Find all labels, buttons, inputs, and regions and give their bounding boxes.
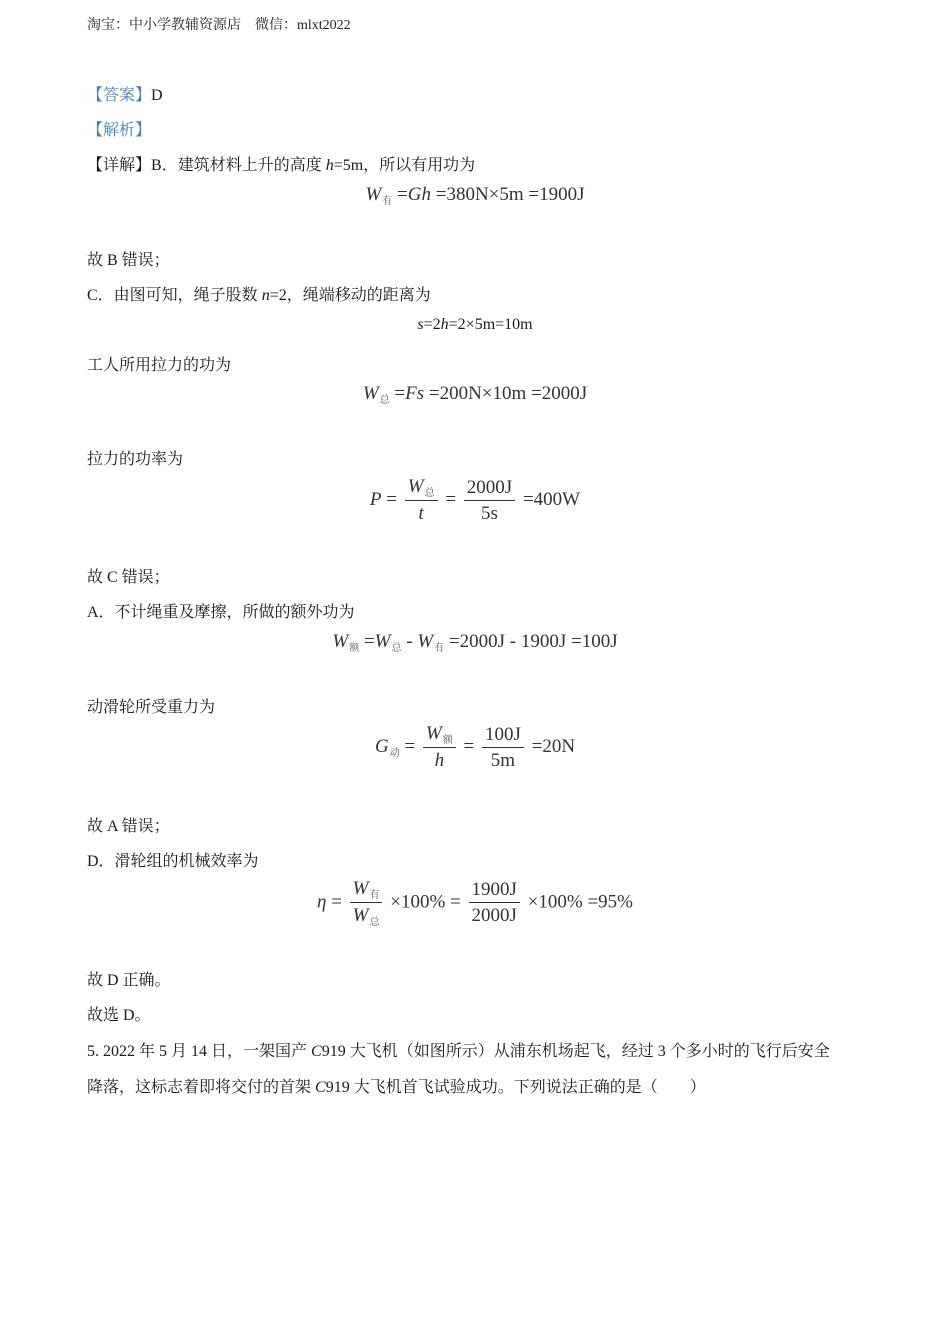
a-conclusion: 故 A 错误； [87, 818, 170, 835]
shop-name: 淘宝：中小学教辅资源店 [87, 18, 241, 33]
detail-b-line [87, 152, 475, 175]
eq6-frac-1 [350, 878, 383, 928]
c-text-2: =2，绳端移动的距离为 [269, 287, 431, 304]
q5-c: C [311, 1043, 322, 1060]
c-intro-line [87, 282, 431, 305]
page-header [87, 14, 351, 34]
detail-b-text: B．建筑材料上升的高度 [151, 157, 326, 174]
d-conclusion: 故 D 正确。 [87, 972, 171, 989]
eq5-num2: 100J [484, 723, 521, 745]
equation-distance [0, 316, 950, 334]
q5-text-d: 919 大飞机首飞试验成功。下列说法正确的是（ ） [325, 1079, 706, 1096]
eq6-eq: = [331, 891, 342, 913]
eq3-num-w: W [407, 476, 424, 497]
eq4-sub-you: 有 [434, 643, 445, 654]
pulley-text: 动滑轮所受重力为 [87, 699, 216, 716]
eq4-w: W [332, 631, 349, 652]
eq6-mul: ×100% = [390, 891, 461, 913]
eq3-eq: = [386, 488, 397, 510]
a-text: A．不计绳重及摩擦，所做的额外功为 [87, 604, 355, 621]
eq5-frac-2 [482, 724, 524, 772]
eq1-g: G [407, 184, 422, 205]
q5-text-a: 5. 2022 年 5 月 14 日，一架国产 [87, 1043, 312, 1060]
eq1-eq: = [397, 184, 408, 205]
eq3-num2: 2000J [466, 476, 513, 498]
eqs-h: h [440, 316, 449, 333]
answer-line [87, 82, 163, 105]
c-conclusion: 故 C 错误； [87, 569, 170, 586]
eq5-den-h: h [423, 747, 456, 772]
question-5-line-2 [87, 1074, 706, 1097]
eq1-h: h [421, 184, 431, 205]
eq3-frac-1 [405, 476, 438, 525]
equation-total-work [0, 383, 950, 406]
eq5-sub: 动 [389, 747, 400, 759]
power-text: 拉力的功率为 [87, 451, 184, 468]
c-text: C．由图可知，绳子股数 [87, 287, 262, 304]
eq6-frac-2 [469, 879, 520, 927]
eq6-rhs: ×100% =95% [527, 891, 633, 913]
eq3-den-t: t [405, 500, 438, 525]
eq5-eq2: = [463, 735, 475, 757]
eqs-s: s [417, 316, 424, 333]
b-conclusion: 故 B 错误； [87, 252, 170, 269]
eq6-den-sub: 总 [369, 917, 380, 928]
eqs-rest: =2×5m=10m [448, 316, 533, 333]
eqs-mid: =2 [423, 316, 441, 333]
eq4-minus: - [401, 631, 418, 652]
eq4-w2: W [374, 631, 391, 652]
eq5-num-w: W [425, 723, 442, 744]
eq1-w: W [365, 184, 382, 205]
eq5-den2: 5m [482, 747, 524, 772]
eq4-w3: W [417, 631, 434, 652]
eq5-num-sub: 额 [442, 735, 453, 746]
eq2-sub: 总 [379, 395, 390, 406]
q5-c-2: C [315, 1079, 326, 1096]
eq6-num-sub: 有 [369, 890, 380, 901]
eq5-g: G [374, 735, 389, 757]
final-choice: 故选 D。 [87, 1007, 151, 1024]
eq2-f: F [405, 383, 417, 404]
analysis-label: 【解析】 [87, 122, 152, 139]
eq6-num2: 1900J [471, 879, 517, 900]
work-total-text: 工人所用拉力的功为 [87, 357, 232, 374]
eq5-frac-1 [423, 723, 456, 772]
eq2-s: s [416, 383, 425, 404]
wechat-id: 微信：mlxt2022 [255, 18, 351, 33]
equation-extra-work [0, 631, 950, 654]
d-text: D．滑轮组的机械效率为 [87, 853, 259, 870]
var-h: h [325, 157, 334, 174]
eq3-rhs: =400W [522, 488, 581, 510]
eq4-rhs: =2000J - 1900J =100J [448, 631, 618, 652]
eq5-rhs: =20N [531, 735, 576, 757]
q5-text-c: 降落，这标志着即将交付的首架 [87, 1079, 316, 1096]
answer-label: 【答案】 [87, 87, 152, 104]
eq5-eq: = [404, 735, 416, 757]
eq3-frac-2 [464, 477, 515, 525]
detail-b-text-2: =5m，所以有用功为 [333, 157, 476, 174]
eq2-w: W [362, 383, 379, 404]
eq4-eq: = [363, 631, 375, 652]
question-5-line-1 [87, 1038, 830, 1061]
detail-label: 【详解】 [87, 157, 152, 174]
eq6-den2: 2000J [469, 902, 520, 927]
eq3-eq2: = [445, 488, 457, 510]
eq6-den-w: W [352, 905, 369, 926]
eq1-sub: 有 [382, 196, 393, 207]
var-n: n [261, 287, 270, 304]
eq6-eta: η [317, 891, 327, 913]
equation-efficiency [0, 878, 950, 928]
eq2-eq: = [394, 383, 406, 404]
eq6-num-w: W [352, 878, 369, 899]
eq2-rhs: =200N×10m =2000J [428, 383, 588, 404]
eq3-sub: 总 [424, 488, 435, 499]
eq3-p: P [369, 488, 382, 510]
equation-useful-work [0, 184, 950, 207]
equation-pulley-weight [0, 723, 950, 772]
eq3-den2: 5s [464, 500, 515, 525]
q5-text-b: 919 大飞机（如图所示）从浦东机场起飞，经过 3 个多小时的飞行后安全 [321, 1043, 830, 1060]
eq4-sub-zong: 总 [391, 643, 402, 654]
eq4-sub-e: 额 [349, 643, 360, 654]
equation-power [0, 476, 950, 525]
answer-value: D [151, 87, 163, 104]
eq1-rhs: =380N×5m =1900J [435, 184, 585, 205]
